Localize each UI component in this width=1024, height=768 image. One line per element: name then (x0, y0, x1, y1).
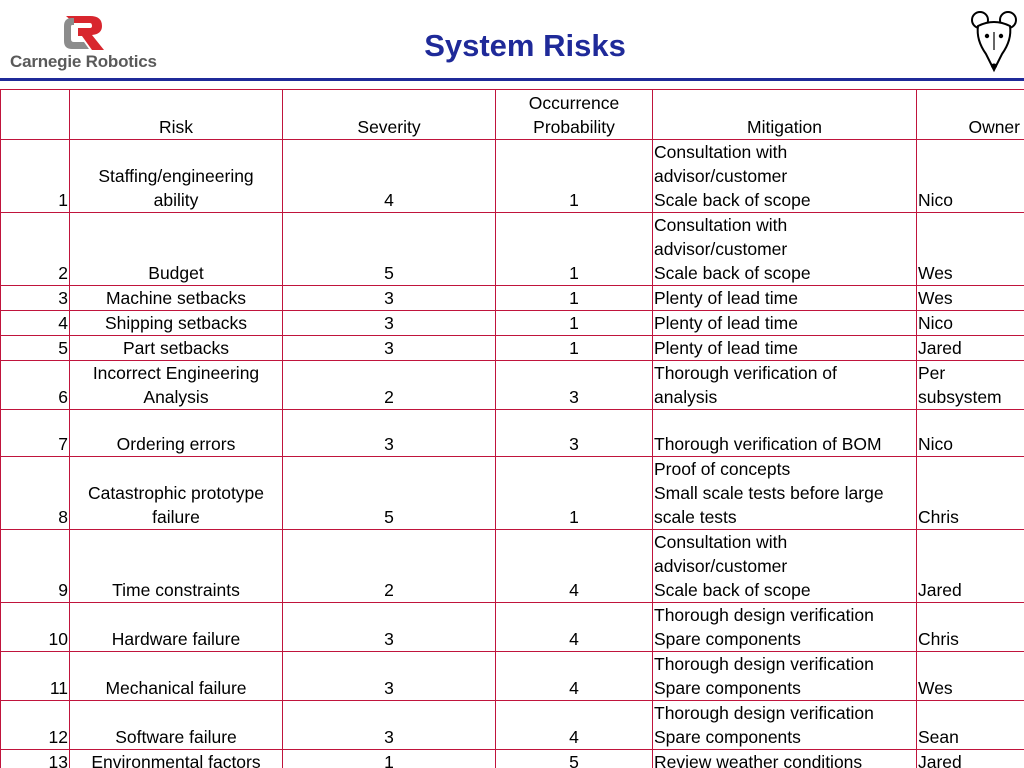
occurrence-cell: 3 (496, 361, 653, 410)
row-number: 7 (1, 410, 70, 457)
mitigation-cell (653, 213, 917, 286)
cell-line: advisor/customer (654, 556, 788, 576)
mitigation-cell (653, 457, 917, 530)
cell-line: Wes (918, 678, 953, 698)
cell-line: Incorrect Engineering (92, 363, 260, 383)
cell-line: Jared (918, 338, 962, 358)
cell-line: Scale back of scope (654, 263, 811, 283)
table-row (1, 652, 1024, 701)
severity-cell: 3 (283, 652, 496, 701)
risk-cell (70, 286, 283, 311)
cell-line: advisor/customer (654, 166, 788, 186)
severity-cell: 2 (283, 361, 496, 410)
cell-line: Consultation with (654, 142, 788, 162)
row-number: 11 (1, 652, 70, 701)
mitigation-cell (653, 361, 917, 410)
cell-line: Sean (918, 727, 959, 747)
table-row (1, 336, 1024, 361)
table-row (1, 457, 1024, 530)
risk-cell (70, 311, 283, 336)
risk-cell (70, 213, 283, 286)
page-title: System Risks (424, 28, 626, 63)
cell-line: Ordering errors (116, 434, 236, 454)
row-number: 12 (1, 701, 70, 750)
occurrence-cell: 3 (496, 410, 653, 457)
risk-cell (70, 530, 283, 603)
cell-line: failure (152, 507, 200, 527)
cell-line: Jared (918, 580, 962, 600)
table-row (1, 311, 1024, 336)
title-divider (0, 78, 1024, 81)
risk-table (0, 89, 1024, 768)
cell-line: Thorough design verification (654, 703, 874, 723)
occurrence-cell: 4 (496, 530, 653, 603)
row-number: 10 (1, 603, 70, 652)
occurrence-cell: 1 (496, 286, 653, 311)
severity-cell: 5 (283, 457, 496, 530)
cell-line: Thorough design verification (654, 654, 874, 674)
occurrence-cell: 4 (496, 603, 653, 652)
row-number: 4 (1, 311, 70, 336)
row-number: 13 (1, 750, 70, 768)
cell-line: Hardware failure (111, 629, 241, 649)
occurrence-cell: 1 (496, 457, 653, 530)
cell-line: Scale back of scope (654, 190, 811, 210)
table-row (1, 603, 1024, 652)
risk-cell (70, 457, 283, 530)
cell-line: Small scale tests before large (654, 483, 884, 503)
risk-cell (70, 140, 283, 213)
owner-cell (917, 652, 1024, 701)
cell-line: Time constraints (112, 580, 240, 600)
cell-line: Part setbacks (122, 338, 230, 358)
cell-line: Scale back of scope (654, 580, 811, 600)
risk-cell (70, 750, 283, 768)
severity-cell: 1 (283, 750, 496, 768)
row-number: 9 (1, 530, 70, 603)
risk-table-body (1, 140, 1024, 768)
cell-line: scale tests (654, 507, 737, 527)
risk-cell (70, 361, 283, 410)
severity-cell: 3 (283, 410, 496, 457)
risk-cell (70, 603, 283, 652)
cell-line: Proof of concepts (654, 459, 791, 479)
cell-line: Wes (918, 263, 953, 283)
table-row (1, 701, 1024, 750)
cell-line: Thorough design verification (654, 605, 874, 625)
mitigation-cell (653, 530, 917, 603)
owner-cell (917, 530, 1024, 603)
cell-line: Budget (148, 263, 204, 283)
severity-cell: 3 (283, 311, 496, 336)
row-number: 6 (1, 361, 70, 410)
cell-line: Nico (918, 190, 954, 210)
owner-cell (917, 457, 1024, 530)
occurrence-cell: 1 (496, 311, 653, 336)
risk-cell (70, 410, 283, 457)
risk-table-container (0, 89, 1024, 768)
severity-cell: 3 (283, 701, 496, 750)
occurrence-cell: 4 (496, 652, 653, 701)
owner-cell (917, 311, 1024, 336)
occurrence-cell: 1 (496, 213, 653, 286)
mascot-icon (968, 10, 1020, 74)
table-row (1, 410, 1024, 457)
risk-cell (70, 336, 283, 361)
logo-text: Carnegie Robotics (10, 52, 157, 71)
mitigation-cell (653, 750, 917, 768)
table-row (1, 530, 1024, 603)
header-num (1, 90, 70, 140)
occurrence-cell: 5 (496, 750, 653, 768)
header-severity: Severity (283, 90, 496, 140)
row-number: 8 (1, 457, 70, 530)
row-number: 5 (1, 336, 70, 361)
header-mitigation: Mitigation (653, 90, 917, 140)
severity-cell: 4 (283, 140, 496, 213)
cell-line: Nico (918, 313, 954, 333)
cell-line: Chris (918, 629, 959, 649)
mitigation-cell (653, 336, 917, 361)
occurrence-cell: 4 (496, 701, 653, 750)
cell-line: Software failure (115, 727, 237, 747)
occurrence-cell: 1 (496, 140, 653, 213)
owner-cell (917, 286, 1024, 311)
cell-line: Review weather conditions (654, 752, 863, 768)
table-header-row (1, 90, 1024, 140)
cell-line: Analysis (143, 387, 209, 407)
header-owner: Owner (917, 90, 1024, 140)
cell-line: Chris (918, 507, 959, 527)
table-row (1, 361, 1024, 410)
owner-cell (917, 701, 1024, 750)
cell-line: Per (918, 363, 946, 383)
severity-cell: 3 (283, 603, 496, 652)
cell-line: Nico (918, 434, 954, 454)
cell-line: Consultation with (654, 215, 788, 235)
risk-cell (70, 652, 283, 701)
owner-cell (917, 336, 1024, 361)
owner-cell (917, 140, 1024, 213)
cell-line: Shipping setbacks (104, 313, 248, 333)
cell-line: Plenty of lead time (654, 338, 798, 358)
table-row (1, 286, 1024, 311)
cell-line: analysis (654, 387, 718, 407)
owner-cell (917, 603, 1024, 652)
cell-line: Environmental factors (91, 752, 261, 768)
cell-line: advisor/customer (654, 239, 788, 259)
cell-line: Spare components (654, 727, 801, 747)
cell-line: Catastrophic prototype (87, 483, 265, 503)
owner-cell (917, 410, 1024, 457)
cell-line: Jared (918, 752, 962, 768)
occurrence-cell: 1 (496, 336, 653, 361)
owner-cell (917, 213, 1024, 286)
table-row (1, 140, 1024, 213)
cell-line: Spare components (654, 678, 801, 698)
cell-line: Mechanical failure (105, 678, 247, 698)
cell-line: Machine setbacks (105, 288, 247, 308)
cell-line: Wes (918, 288, 953, 308)
row-number: 3 (1, 286, 70, 311)
severity-cell: 3 (283, 336, 496, 361)
cell-line: Plenty of lead time (654, 313, 798, 333)
mitigation-cell (653, 410, 917, 457)
header-occurrence (496, 90, 653, 140)
owner-cell (917, 750, 1024, 768)
cell-line: Thorough verification of (654, 363, 837, 383)
cell-line: subsystem (918, 387, 1002, 407)
cell-line: Staffing/engineering (98, 166, 254, 186)
header-occurrence-line: Occurrence (528, 93, 620, 113)
header-risk: Risk (70, 90, 283, 140)
owner-cell (917, 361, 1024, 410)
mitigation-cell (653, 140, 917, 213)
severity-cell: 5 (283, 213, 496, 286)
mitigation-cell (653, 311, 917, 336)
mitigation-cell (653, 701, 917, 750)
row-number: 2 (1, 213, 70, 286)
header-occurrence-line: Probability (533, 117, 615, 137)
row-number: 1 (1, 140, 70, 213)
mitigation-cell (653, 603, 917, 652)
severity-cell: 3 (283, 286, 496, 311)
table-row (1, 750, 1024, 768)
cell-line: Consultation with (654, 532, 788, 552)
cell-line: Thorough verification of BOM (654, 434, 882, 454)
mitigation-cell (653, 286, 917, 311)
table-row (1, 213, 1024, 286)
mitigation-cell (653, 652, 917, 701)
severity-cell: 2 (283, 530, 496, 603)
cell-line: Plenty of lead time (654, 288, 798, 308)
cell-line: ability (153, 190, 199, 210)
risk-cell (70, 701, 283, 750)
cell-line: Spare components (654, 629, 801, 649)
